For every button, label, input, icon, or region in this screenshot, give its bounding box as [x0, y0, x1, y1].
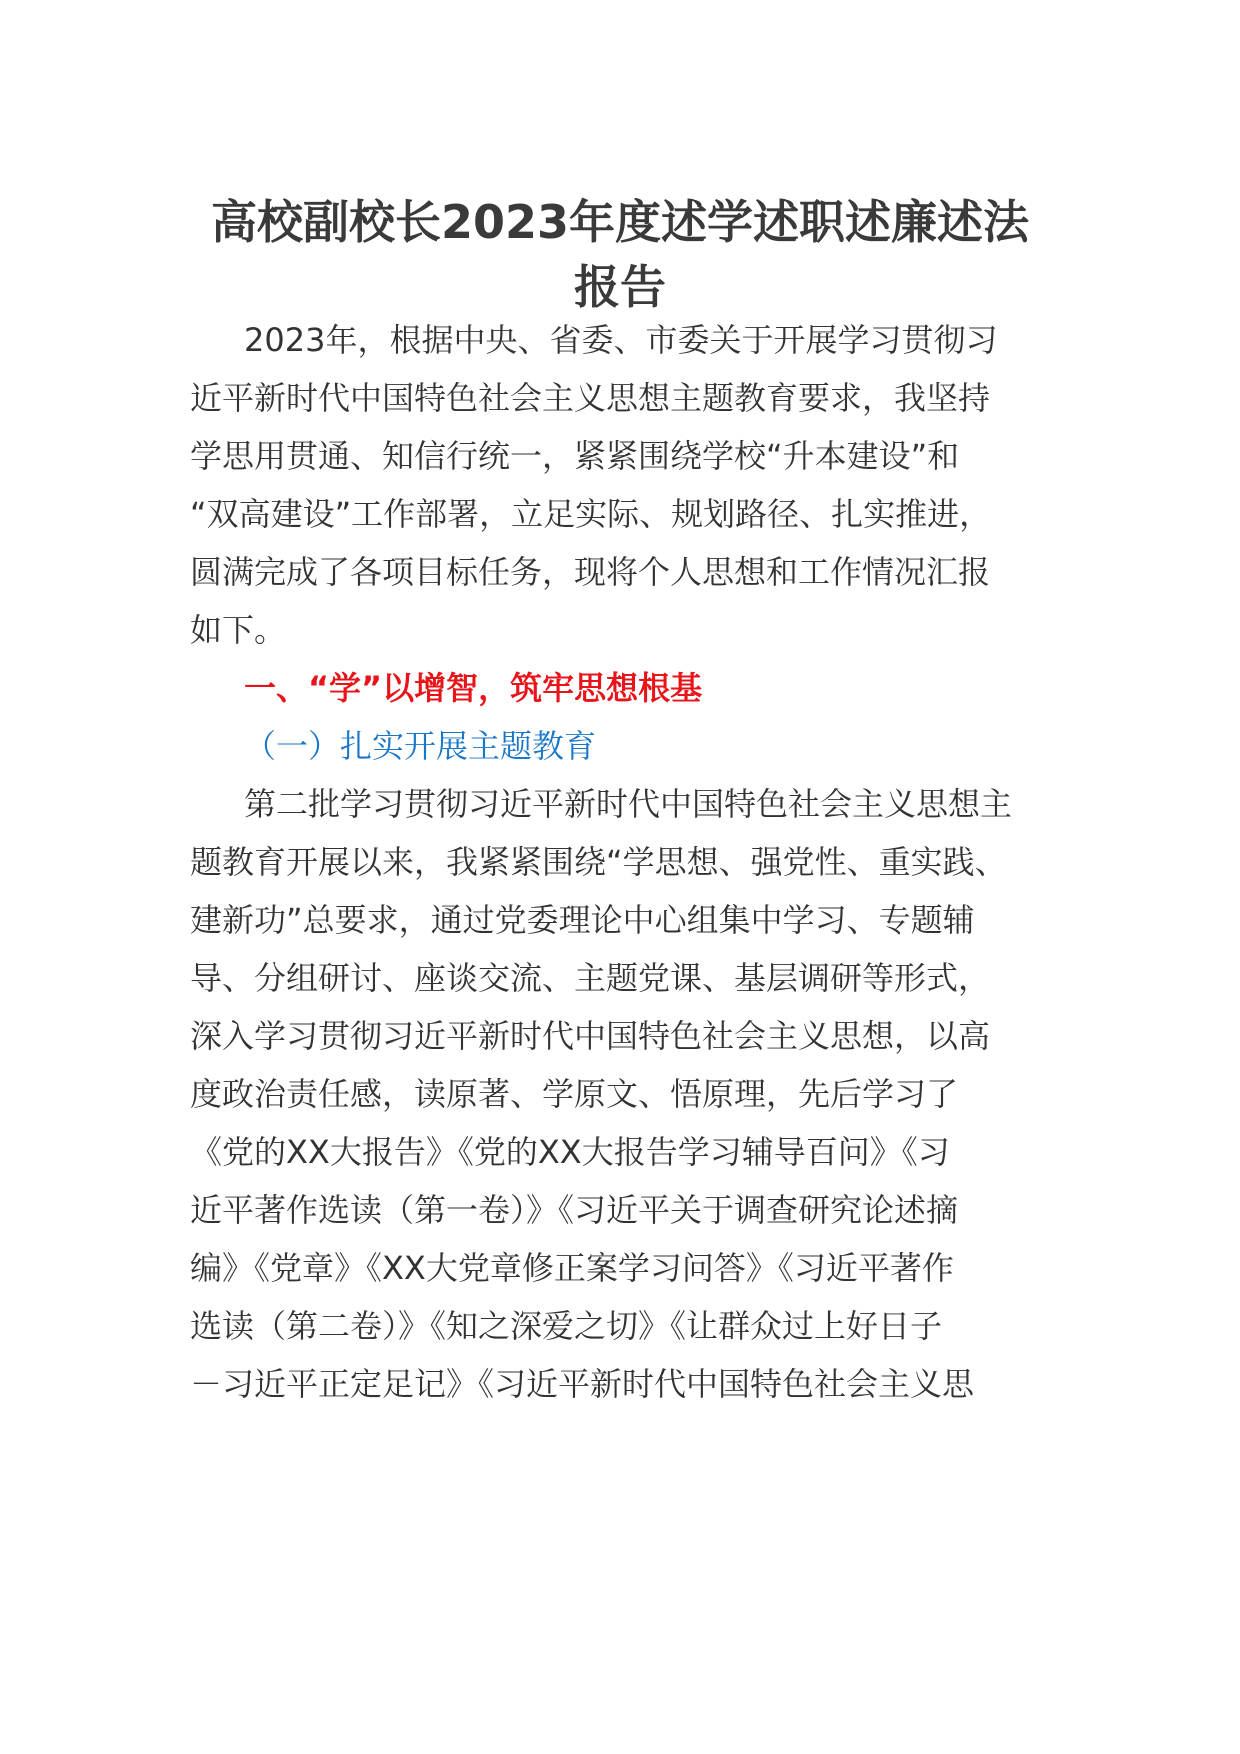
- paragraph1-line-5: 圆满完成了各项目标任务，现将个人思想和工作情况汇报: [190, 553, 991, 591]
- subsection-heading-1: （一）扎实开展主题教育: [244, 727, 597, 765]
- paragraph2-line-9: 编》《党章》《XX大党章修正案学习问答》《习近平著作: [190, 1249, 954, 1287]
- paragraph2-line-8: 近平著作选读（第一卷）》《习近平关于调查研究论述摘: [190, 1191, 959, 1229]
- document-title-line-2: 报告: [574, 260, 666, 314]
- paragraph1-line-3: 学思用贯通、知信行统一，紧紧围绕学校“升本建设”和: [190, 437, 960, 475]
- paragraph1-line-4: “双高建设”工作部署，立足实际、规划路径、扎实推进，: [190, 495, 992, 533]
- document-title-line-1: 高校副校长2023年度述学述职述廉述法: [210, 195, 1030, 249]
- paragraph2-line-7: 《党的XX大报告》《党的XX大报告学习辅导百问》《习: [190, 1133, 950, 1171]
- paragraph1-line-1: 2023年，根据中央、省委、市委关于开展学习贯彻习: [244, 321, 998, 359]
- paragraph2-line-6: 度政治责任感，读原著、学原文、悟原理，先后学习了: [190, 1075, 959, 1113]
- paragraph2-line-10: 选读（第二卷）》《知之深爱之切》《让群众过上好日子: [190, 1307, 943, 1345]
- paragraph2-line-11: －习近平正定足记》《习近平新时代中国特色社会主义思: [190, 1365, 975, 1403]
- paragraph2-line-4: 导、分组研讨、座谈交流、主题党课、基层调研等形式，: [190, 959, 991, 997]
- paragraph2-line-2: 题教育开展以来，我紧紧围绕“学思想、强党性、重实践、: [190, 843, 1007, 881]
- paragraph1-line-6: 如下。: [190, 611, 287, 649]
- section-heading-1: 一、“学”以增智，筑牢思想根基: [244, 669, 703, 707]
- paragraph2-line-3: 建新功”总要求，通过党委理论中心组集中学习、专题辅: [190, 901, 975, 939]
- paragraph2-line-1: 第二批学习贯彻习近平新时代中国特色社会主义思想主: [244, 785, 1013, 823]
- paragraph1-line-2: 近平新时代中国特色社会主义思想主题教育要求，我坚持: [190, 379, 991, 417]
- paragraph2-line-5: 深入学习贯彻习近平新时代中国特色社会主义思想，以高: [190, 1017, 991, 1055]
